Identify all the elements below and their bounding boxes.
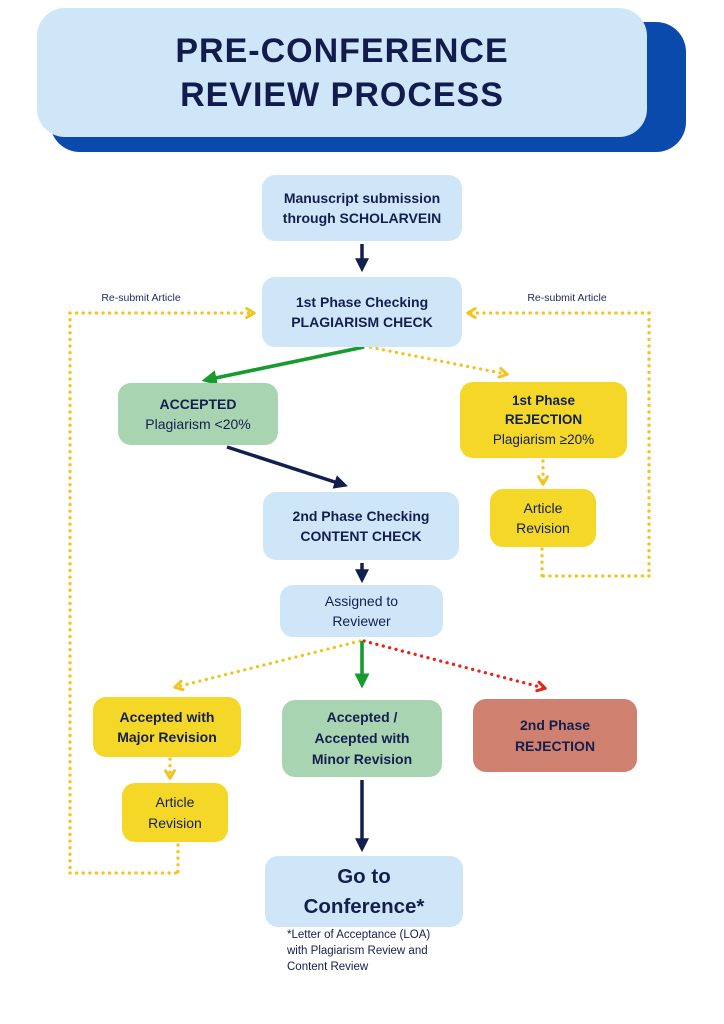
edge-label-resubmit-right: Re-submit Article <box>527 292 607 304</box>
node-2nd-phase-checking <box>263 492 459 560</box>
node-text: Article <box>523 499 563 516</box>
page-title-line1: PRE-CONFERENCE <box>175 31 509 70</box>
node-text: 2nd Phase Checking <box>292 507 430 524</box>
node-text: Revision <box>148 814 202 831</box>
footnote-line2: with Plagiarism Review and <box>287 945 428 957</box>
node-text: Major Revision <box>117 729 217 745</box>
node-text: ACCEPTED <box>159 395 237 412</box>
node-text: Reviewer <box>332 613 391 629</box>
arrow-assigned-to-rejection2 <box>364 641 544 688</box>
node-text: REJECTION <box>514 737 596 754</box>
node-text: Go to <box>337 864 391 888</box>
node-text: Accepted with <box>119 708 215 725</box>
node-text: Article <box>155 794 195 810</box>
node-text: 1st Phase <box>511 392 576 408</box>
node-text: through SCHOLARVEIN <box>282 210 442 226</box>
node-accepted <box>118 383 278 445</box>
node-text: Conference* <box>303 894 425 918</box>
arrow-assigned-to-major <box>176 641 360 687</box>
node-article-revision-1 <box>490 489 596 547</box>
node-text: REJECTION <box>504 412 583 428</box>
arrow-accepted-to-phase2 <box>227 447 344 485</box>
footnote-line3: Content Review <box>287 961 369 973</box>
footnote-line1: *Letter of Acceptance (LOA) <box>287 929 431 941</box>
node-assigned-to-reviewer <box>280 585 443 637</box>
node-text: Accepted / <box>326 709 398 725</box>
node-1st-phase-rejection <box>460 382 627 458</box>
node-text: Plagiarism <20% <box>145 416 251 432</box>
node-1st-phase-checking <box>262 277 462 347</box>
node-manuscript-submission <box>262 175 462 241</box>
node-text: 2nd Phase <box>519 717 591 733</box>
node-go-to-conference <box>265 856 463 927</box>
node-text: PLAGIARISM CHECK <box>291 314 433 330</box>
edge-label-resubmit-left: Re-submit Article <box>101 292 181 304</box>
node-text: Assigned to <box>324 592 399 609</box>
footnote <box>287 927 430 975</box>
node-text: Revision <box>516 520 570 536</box>
arrow-phase1-to-rejection1 <box>364 346 506 374</box>
node-text: Minor Revision <box>311 751 413 767</box>
node-text: Accepted with <box>314 730 410 746</box>
title-banner <box>37 8 647 137</box>
node-article-revision-2 <box>122 783 228 842</box>
node-text: 1st Phase Checking <box>295 293 429 310</box>
node-accepted-minor-revision <box>282 700 442 777</box>
node-text: CONTENT CHECK <box>300 528 422 544</box>
node-text: Manuscript submission <box>283 189 441 206</box>
node-2nd-phase-rejection <box>473 699 637 772</box>
node-text: Plagiarism ≥20% <box>492 431 595 447</box>
node-accepted-major-revision <box>93 697 241 757</box>
arrow-phase1-to-accepted <box>206 347 364 380</box>
page-title-line2: REVIEW PROCESS <box>180 75 504 114</box>
